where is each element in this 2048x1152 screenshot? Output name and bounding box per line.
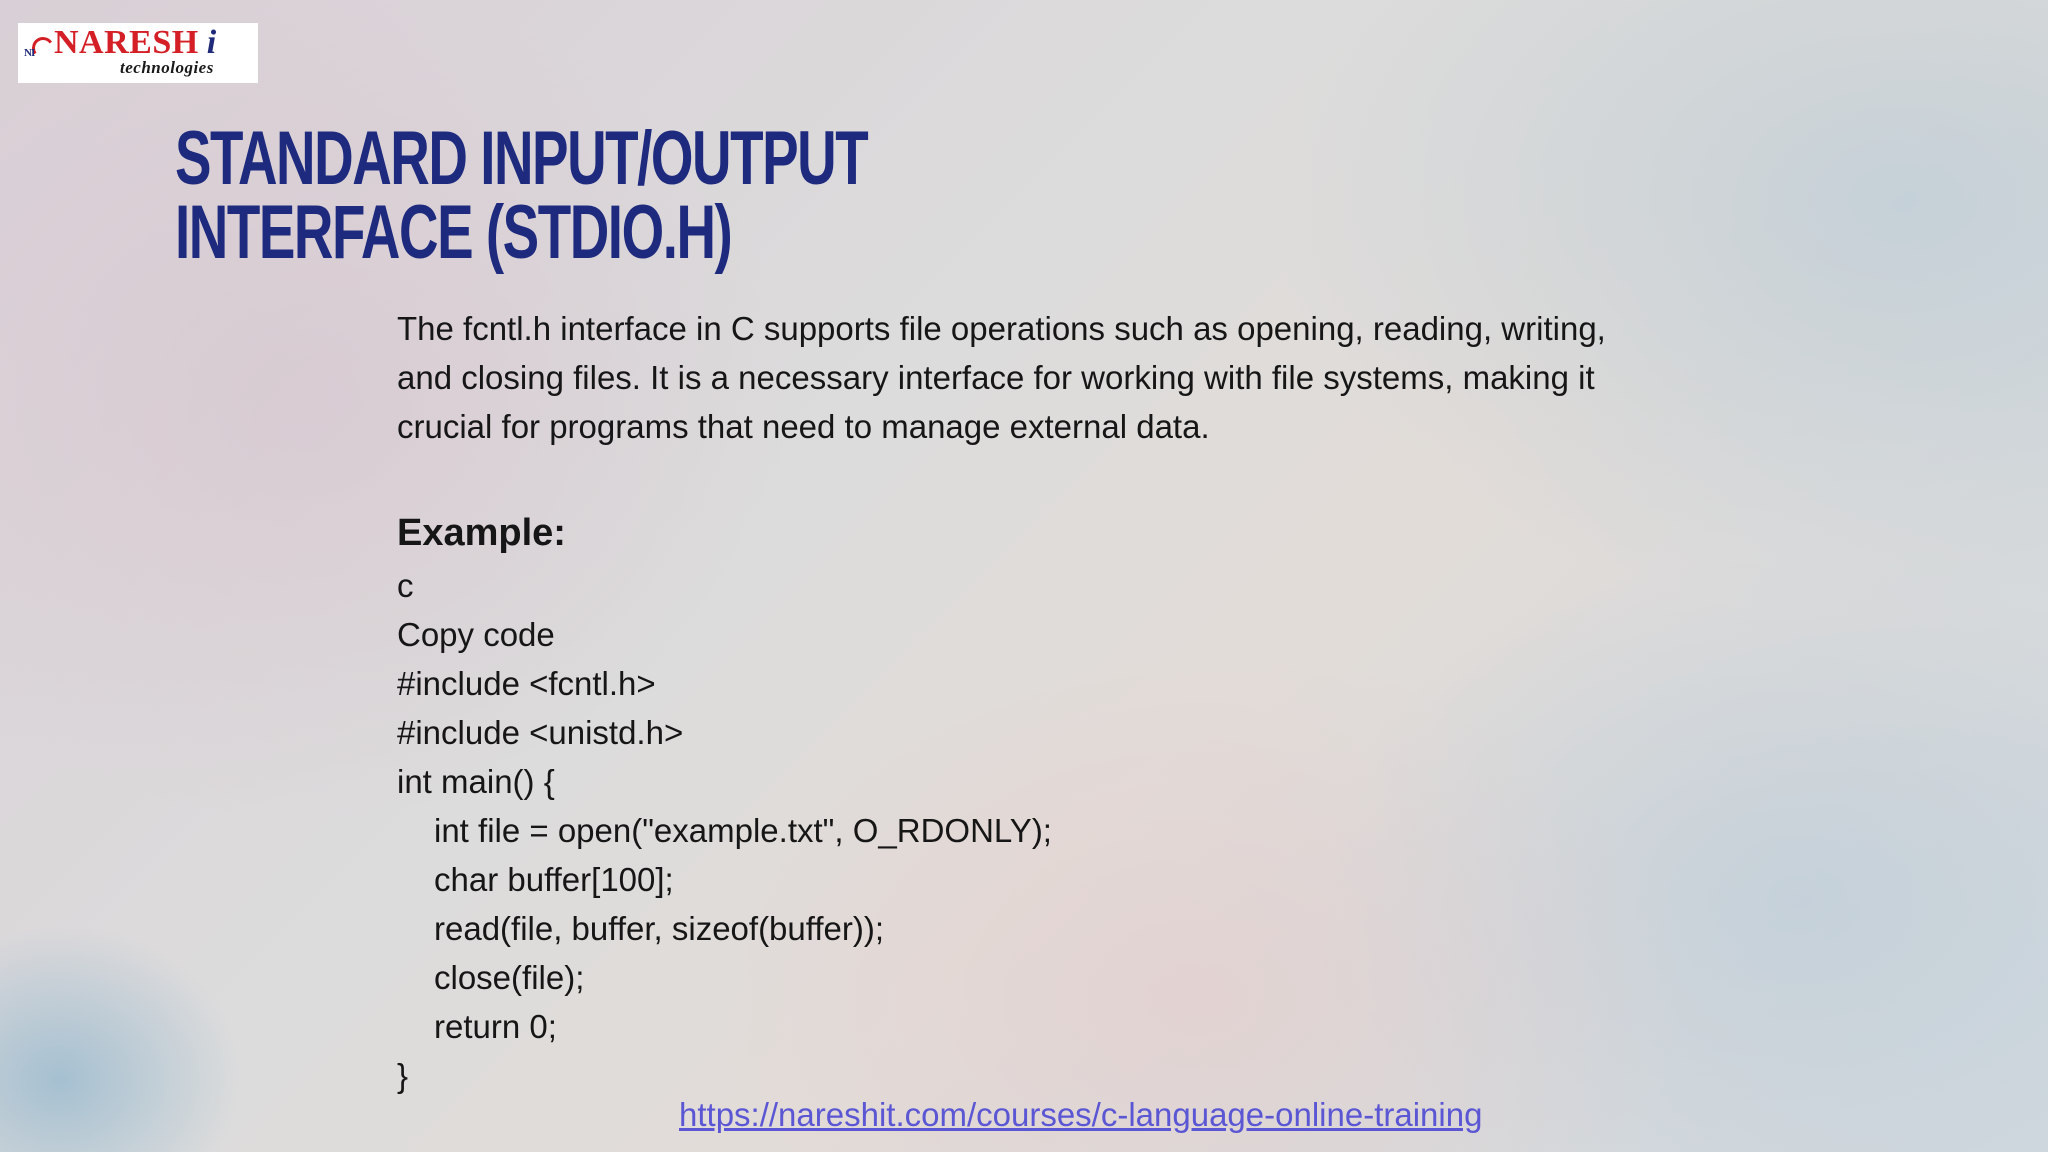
description-paragraph: The fcntl.h interface in C supports file operations such as opening, reading, writing, and closing files. It is a necessary interface for working with file systems, making it crucial for programs that need to manage external data. (397, 310, 1606, 445)
code-line: close(file); (434, 959, 585, 996)
code-line: } (397, 1057, 409, 1094)
logo-name-text: NARESH (54, 24, 199, 61)
logo-name (54, 25, 217, 61)
code-language-label: c (397, 567, 414, 604)
copy-code-label: Copy code (397, 616, 555, 653)
example-heading: Example: (397, 512, 566, 554)
page-title-line-1: STANDARD INPUT/OUTPUT (175, 116, 868, 201)
code-line: char buffer[100]; (434, 861, 674, 898)
logo-name-suffix: i (206, 24, 217, 61)
page-title-line-2: INTERFACE (STDIO.H) (175, 190, 732, 275)
slide-content (397, 304, 1697, 1100)
code-example (397, 561, 1697, 1100)
code-line: int main() { (397, 763, 555, 800)
code-line: #include <fcntl.h> (397, 665, 656, 702)
logo-mark-icon (24, 35, 48, 65)
company-logo (18, 23, 258, 83)
code-line: #include <unistd.h> (397, 714, 684, 751)
logo-mark-text: NI (24, 47, 35, 59)
code-line: int file = open("example.txt", O_RDONLY); (434, 812, 1052, 849)
logo-subtitle: technologies (120, 58, 214, 77)
course-link[interactable]: https://nareshit.com/courses/c-language-online-training (679, 1096, 1483, 1133)
page-title (175, 116, 868, 275)
code-line: read(file, buffer, sizeof(buffer)); (434, 910, 884, 947)
code-line: return 0; (434, 1008, 557, 1045)
